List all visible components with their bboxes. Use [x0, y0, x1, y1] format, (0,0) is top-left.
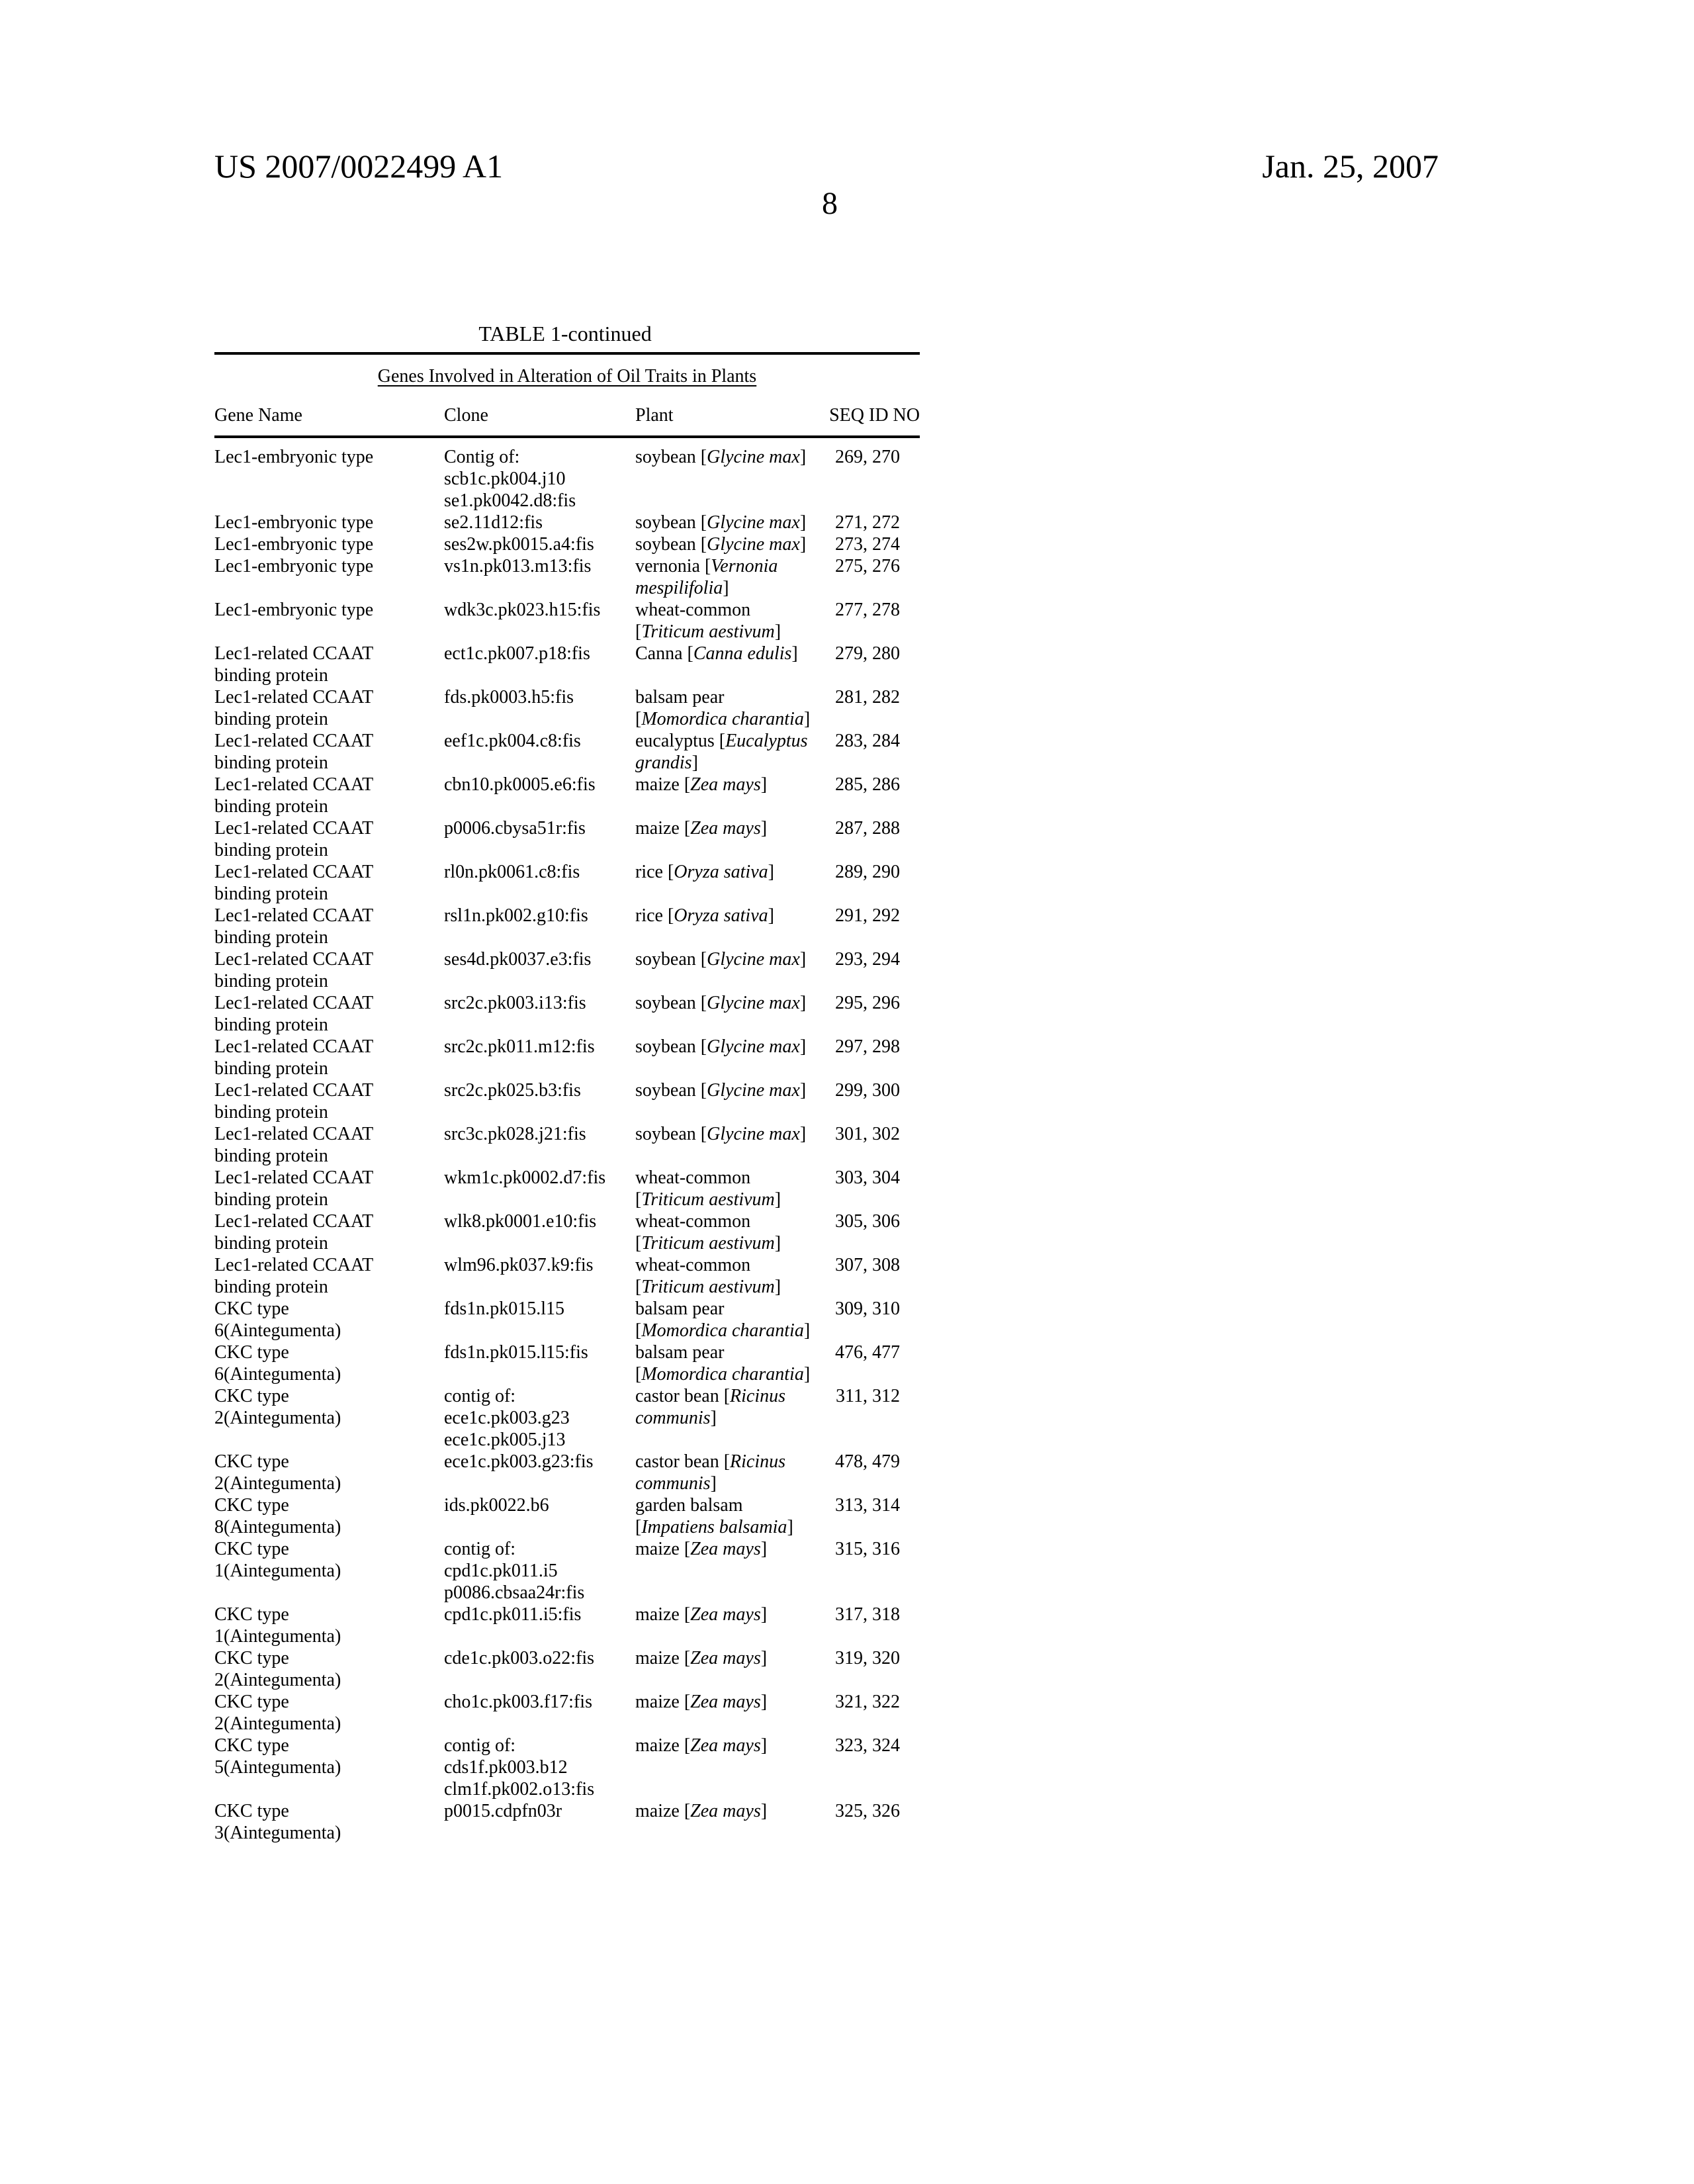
plant-latin-name: Momordica charantia [641, 709, 804, 729]
plant-cell: eucalyptus [Eucalyptus grandis] [635, 730, 821, 774]
seq-id-cell: 315, 316 [821, 1538, 900, 1604]
gene-name-cell: CKC type 6(Aintegumenta) [214, 1298, 444, 1342]
data-table [214, 320, 920, 1844]
plant-latin-name: Momordica charantia [641, 1320, 804, 1341]
gene-name-cell: Lec1-related CCAAT binding protein [214, 686, 444, 730]
plant-common-name: garden balsam [635, 1495, 743, 1516]
seq-id-cell: 287, 288 [821, 817, 900, 861]
table-row [214, 1079, 920, 1123]
plant-common-name: balsam pear [635, 1298, 725, 1319]
seq-id-cell: 299, 300 [821, 1079, 900, 1123]
clone-cell: rsl1n.pk002.g10:fis [444, 905, 635, 948]
plant-cell: Canna [Canna edulis] [635, 643, 821, 686]
column-header-plant: Plant [635, 404, 821, 426]
plant-latin-name: Triticum aestivum [641, 1189, 774, 1210]
plant-common-name: maize [635, 1692, 680, 1712]
clone-cell: contig of: ece1c.pk003.g23 ece1c.pk005.j13 [444, 1385, 635, 1451]
page-number: 8 [0, 185, 1660, 222]
seq-id-cell: 289, 290 [821, 861, 900, 905]
gene-name-cell: CKC type 5(Aintegumenta) [214, 1735, 444, 1800]
plant-common-name: soybean [635, 993, 696, 1013]
plant-cell: soybean [Glycine max] [635, 1123, 821, 1167]
clone-cell: contig of: cpd1c.pk011.i5 p0086.cbsaa24r:fis [444, 1538, 635, 1604]
clone-cell: wlk8.pk0001.e10:fis [444, 1210, 635, 1254]
plant-cell: wheat-common [Triticum aestivum] [635, 1254, 821, 1298]
plant-latin-name: Zea mays [690, 1604, 761, 1625]
clone-cell: vs1n.pk013.m13:fis [444, 555, 635, 599]
seq-id-cell: 313, 314 [821, 1494, 900, 1538]
table-row [214, 1298, 920, 1342]
clone-cell: wdk3c.pk023.h15:fis [444, 599, 635, 643]
plant-cell: soybean [Glycine max] [635, 992, 821, 1036]
plant-latin-name: Impatiens balsamia [641, 1517, 787, 1537]
plant-cell: garden balsam [Impatiens balsamia] [635, 1494, 821, 1538]
table-row [214, 905, 920, 948]
table-row [214, 599, 920, 643]
clone-cell: contig of: cds1f.pk003.b12 clm1f.pk002.o13:fis [444, 1735, 635, 1800]
table-row [214, 1167, 920, 1210]
gene-name-cell: Lec1-embryonic type [214, 446, 444, 512]
clone-cell: ect1c.pk007.p18:fis [444, 643, 635, 686]
table-row [214, 1451, 920, 1494]
plant-common-name: soybean [635, 447, 696, 467]
gene-name-cell: Lec1-related CCAAT binding protein [214, 643, 444, 686]
table-row [214, 446, 920, 512]
clone-cell: p0015.cdpfn03r [444, 1800, 635, 1844]
gene-name-cell: Lec1-embryonic type [214, 533, 444, 555]
plant-cell: castor bean [Ricinus communis] [635, 1385, 821, 1451]
plant-latin-name: Ricinus communis [635, 1386, 785, 1428]
gene-name-cell: Lec1-related CCAAT binding protein [214, 1210, 444, 1254]
table-subtitle [214, 365, 920, 387]
plant-cell: soybean [Glycine max] [635, 446, 821, 512]
clone-cell: src2c.pk025.b3:fis [444, 1079, 635, 1123]
plant-common-name: soybean [635, 534, 696, 555]
plant-common-name: castor bean [635, 1386, 719, 1406]
seq-id-cell: 305, 306 [821, 1210, 900, 1254]
plant-latin-name: Triticum aestivum [641, 1233, 774, 1253]
table-row [214, 774, 920, 817]
plant-common-name: maize [635, 1648, 680, 1668]
table-row [214, 861, 920, 905]
column-header-clone: Clone [444, 404, 635, 426]
plant-latin-name: Glycine max [707, 1036, 800, 1057]
clone-cell: src2c.pk011.m12:fis [444, 1036, 635, 1079]
table-row [214, 1385, 920, 1451]
gene-name-cell: Lec1-related CCAAT binding protein [214, 861, 444, 905]
gene-name-cell: CKC type 8(Aintegumenta) [214, 1494, 444, 1538]
seq-id-cell: 283, 284 [821, 730, 900, 774]
table-row [214, 1036, 920, 1079]
gene-name-cell: CKC type 2(Aintegumenta) [214, 1691, 444, 1735]
plant-latin-name: Canna edulis [693, 643, 792, 664]
gene-name-cell: CKC type 3(Aintegumenta) [214, 1800, 444, 1844]
seq-id-cell: 323, 324 [821, 1735, 900, 1800]
table-row [214, 1691, 920, 1735]
plant-cell: soybean [Glycine max] [635, 533, 821, 555]
plant-common-name: maize [635, 818, 680, 839]
clone-cell: rl0n.pk0061.c8:fis [444, 861, 635, 905]
seq-id-cell: 478, 479 [821, 1451, 900, 1494]
table-row [214, 512, 920, 533]
seq-id-cell: 285, 286 [821, 774, 900, 817]
plant-cell: maize [Zea mays] [635, 817, 821, 861]
plant-common-name: soybean [635, 1124, 696, 1144]
plant-latin-name: Zea mays [690, 1735, 761, 1756]
table-row [214, 1123, 920, 1167]
gene-name-cell: Lec1-related CCAAT binding protein [214, 992, 444, 1036]
top-rule [214, 352, 920, 355]
seq-id-cell: 321, 322 [821, 1691, 900, 1735]
table-row [214, 948, 920, 992]
plant-common-name: maize [635, 1604, 680, 1625]
plant-latin-name: Zea mays [690, 818, 761, 839]
plant-common-name: vernonia [635, 556, 700, 576]
gene-name-cell: Lec1-embryonic type [214, 555, 444, 599]
table-row [214, 1494, 920, 1538]
plant-latin-name: Oryza sativa [674, 905, 768, 926]
gene-name-cell: Lec1-related CCAAT binding protein [214, 730, 444, 774]
seq-id-cell: 275, 276 [821, 555, 900, 599]
table-row [214, 817, 920, 861]
plant-common-name: maize [635, 1735, 680, 1756]
plant-common-name: balsam pear [635, 1342, 725, 1363]
clone-cell: src3c.pk028.j21:fis [444, 1123, 635, 1167]
plant-latin-name: Glycine max [707, 993, 800, 1013]
plant-latin-name: Glycine max [707, 1124, 800, 1144]
plant-latin-name: Glycine max [707, 949, 800, 970]
plant-latin-name: Ricinus communis [635, 1451, 785, 1494]
plant-latin-name: Zea mays [690, 1801, 761, 1821]
plant-common-name: rice [635, 862, 663, 882]
gene-name-cell: CKC type 6(Aintegumenta) [214, 1342, 444, 1385]
gene-name-cell: Lec1-related CCAAT binding protein [214, 1079, 444, 1123]
clone-cell: se2.11d12:fis [444, 512, 635, 533]
column-header-gene-name: Gene Name [214, 404, 444, 426]
plant-latin-name: Glycine max [707, 512, 800, 533]
table-body [214, 446, 920, 1844]
table-row [214, 1800, 920, 1844]
plant-cell: soybean [Glycine max] [635, 1036, 821, 1079]
plant-cell: rice [Oryza sativa] [635, 905, 821, 948]
plant-cell: balsam pear [Momordica charantia] [635, 686, 821, 730]
column-header-seq-id: SEQ ID NO [821, 404, 920, 426]
table-row [214, 686, 920, 730]
gene-name-cell: CKC type 2(Aintegumenta) [214, 1385, 444, 1451]
table-row [214, 1604, 920, 1647]
seq-id-cell: 325, 326 [821, 1800, 900, 1844]
seq-id-cell: 279, 280 [821, 643, 900, 686]
table-row [214, 992, 920, 1036]
plant-latin-name: Vernonia mespilifolia [635, 556, 778, 598]
gene-name-cell: Lec1-related CCAAT binding protein [214, 1123, 444, 1167]
plant-common-name: soybean [635, 1036, 696, 1057]
table-row [214, 1254, 920, 1298]
plant-cell: castor bean [Ricinus communis] [635, 1451, 821, 1494]
table-row [214, 1538, 920, 1604]
clone-cell: cho1c.pk003.f17:fis [444, 1691, 635, 1735]
seq-id-cell: 273, 274 [821, 533, 900, 555]
gene-name-cell: CKC type 1(Aintegumenta) [214, 1538, 444, 1604]
plant-cell: maize [Zea mays] [635, 1647, 821, 1691]
gene-name-cell: Lec1-related CCAAT binding protein [214, 905, 444, 948]
plant-cell: maize [Zea mays] [635, 1691, 821, 1735]
seq-id-cell: 319, 320 [821, 1647, 900, 1691]
clone-cell: fds.pk0003.h5:fis [444, 686, 635, 730]
plant-latin-name: Momordica charantia [641, 1364, 804, 1385]
table-row [214, 533, 920, 555]
plant-cell: maize [Zea mays] [635, 1604, 821, 1647]
plant-latin-name: Zea mays [690, 1692, 761, 1712]
plant-latin-name: Zea mays [690, 1648, 761, 1668]
plant-common-name: wheat-common [635, 1255, 750, 1275]
seq-id-cell: 281, 282 [821, 686, 900, 730]
table-row [214, 643, 920, 686]
plant-latin-name: Glycine max [707, 447, 800, 467]
table-row [214, 555, 920, 599]
clone-cell: ses2w.pk0015.a4:fis [444, 533, 635, 555]
table-row [214, 1342, 920, 1385]
clone-cell: eef1c.pk004.c8:fis [444, 730, 635, 774]
seq-id-cell: 271, 272 [821, 512, 900, 533]
plant-latin-name: Zea mays [690, 774, 761, 795]
plant-common-name: soybean [635, 1080, 696, 1101]
seq-id-cell: 297, 298 [821, 1036, 900, 1079]
clone-cell: cpd1c.pk011.i5:fis [444, 1604, 635, 1647]
gene-name-cell: CKC type 2(Aintegumenta) [214, 1647, 444, 1691]
plant-common-name: wheat-common [635, 1211, 750, 1232]
plant-latin-name: Oryza sativa [674, 862, 768, 882]
seq-id-cell: 295, 296 [821, 992, 900, 1036]
seq-id-cell: 293, 294 [821, 948, 900, 992]
plant-common-name: eucalyptus [635, 731, 715, 751]
plant-cell: wheat-common [Triticum aestivum] [635, 1210, 821, 1254]
gene-name-cell: Lec1-embryonic type [214, 512, 444, 533]
plant-cell: maize [Zea mays] [635, 1735, 821, 1800]
publication-number: US 2007/0022499 A1 [214, 147, 503, 185]
plant-common-name: Canna [635, 643, 683, 664]
clone-cell: ids.pk0022.b6 [444, 1494, 635, 1538]
clone-cell: ses4d.pk0037.e3:fis [444, 948, 635, 992]
plant-cell: wheat-common [Triticum aestivum] [635, 1167, 821, 1210]
table-subtitle-text: Genes Involved in Alteration of Oil Traits in Plants [378, 366, 756, 387]
gene-name-cell: Lec1-related CCAAT binding protein [214, 948, 444, 992]
plant-common-name: wheat-common [635, 1167, 750, 1188]
seq-id-cell: 277, 278 [821, 599, 900, 643]
plant-latin-name: Zea mays [690, 1539, 761, 1559]
plant-cell: rice [Oryza sativa] [635, 861, 821, 905]
seq-id-cell: 317, 318 [821, 1604, 900, 1647]
plant-latin-name: Eucalyptus grandis [635, 731, 808, 773]
gene-name-cell: CKC type 1(Aintegumenta) [214, 1604, 444, 1647]
clone-cell: wkm1c.pk0002.d7:fis [444, 1167, 635, 1210]
gene-name-cell: CKC type 2(Aintegumenta) [214, 1451, 444, 1494]
plant-common-name: soybean [635, 949, 696, 970]
table-row [214, 1210, 920, 1254]
clone-cell: fds1n.pk015.l15:fis [444, 1342, 635, 1385]
plant-common-name: maize [635, 1801, 680, 1821]
clone-cell: fds1n.pk015.l15 [444, 1298, 635, 1342]
seq-id-cell: 309, 310 [821, 1298, 900, 1342]
plant-cell: balsam pear [Momordica charantia] [635, 1342, 821, 1385]
gene-name-cell: Lec1-related CCAAT binding protein [214, 1036, 444, 1079]
seq-id-cell: 301, 302 [821, 1123, 900, 1167]
clone-cell: p0006.cbysa51r:fis [444, 817, 635, 861]
plant-cell: soybean [Glycine max] [635, 1079, 821, 1123]
table-row [214, 1647, 920, 1691]
table-row [214, 730, 920, 774]
plant-latin-name: Glycine max [707, 1080, 800, 1101]
seq-id-cell: 311, 312 [821, 1385, 900, 1451]
plant-latin-name: Glycine max [707, 534, 800, 555]
clone-cell: wlm96.pk037.k9:fis [444, 1254, 635, 1298]
gene-name-cell: Lec1-related CCAAT binding protein [214, 1254, 444, 1298]
plant-latin-name: Triticum aestivum [641, 621, 774, 642]
plant-cell: maize [Zea mays] [635, 774, 821, 817]
plant-cell: soybean [Glycine max] [635, 948, 821, 992]
seq-id-cell: 291, 292 [821, 905, 900, 948]
clone-cell: cbn10.pk0005.e6:fis [444, 774, 635, 817]
clone-cell: cde1c.pk003.o22:fis [444, 1647, 635, 1691]
plant-latin-name: Triticum aestivum [641, 1277, 774, 1297]
plant-cell: soybean [Glycine max] [635, 512, 821, 533]
plant-common-name: maize [635, 1539, 680, 1559]
table-header-row [214, 404, 920, 426]
gene-name-cell: Lec1-embryonic type [214, 599, 444, 643]
clone-cell: ece1c.pk003.g23:fis [444, 1451, 635, 1494]
gene-name-cell: Lec1-related CCAAT binding protein [214, 774, 444, 817]
plant-common-name: soybean [635, 512, 696, 533]
gene-name-cell: Lec1-related CCAAT binding protein [214, 817, 444, 861]
plant-common-name: wheat-common [635, 600, 750, 620]
table-title: TABLE 1-continued [210, 320, 920, 347]
header-rule [214, 435, 920, 438]
seq-id-cell: 269, 270 [821, 446, 900, 512]
clone-cell: src2c.pk003.i13:fis [444, 992, 635, 1036]
clone-cell: Contig of: scb1c.pk004.j10 se1.pk0042.d8:fis [444, 446, 635, 512]
plant-common-name: rice [635, 905, 663, 926]
publication-date: Jan. 25, 2007 [1262, 147, 1439, 185]
plant-cell: maize [Zea mays] [635, 1538, 821, 1604]
gene-name-cell: Lec1-related CCAAT binding protein [214, 1167, 444, 1210]
plant-cell: wheat-common [Triticum aestivum] [635, 599, 821, 643]
plant-common-name: castor bean [635, 1451, 719, 1472]
plant-common-name: maize [635, 774, 680, 795]
table-row [214, 1735, 920, 1800]
plant-cell: vernonia [Vernonia mespilifolia] [635, 555, 821, 599]
seq-id-cell: 476, 477 [821, 1342, 900, 1385]
plant-common-name: balsam pear [635, 687, 725, 707]
plant-cell: maize [Zea mays] [635, 1800, 821, 1844]
seq-id-cell: 307, 308 [821, 1254, 900, 1298]
seq-id-cell: 303, 304 [821, 1167, 900, 1210]
plant-cell: balsam pear [Momordica charantia] [635, 1298, 821, 1342]
